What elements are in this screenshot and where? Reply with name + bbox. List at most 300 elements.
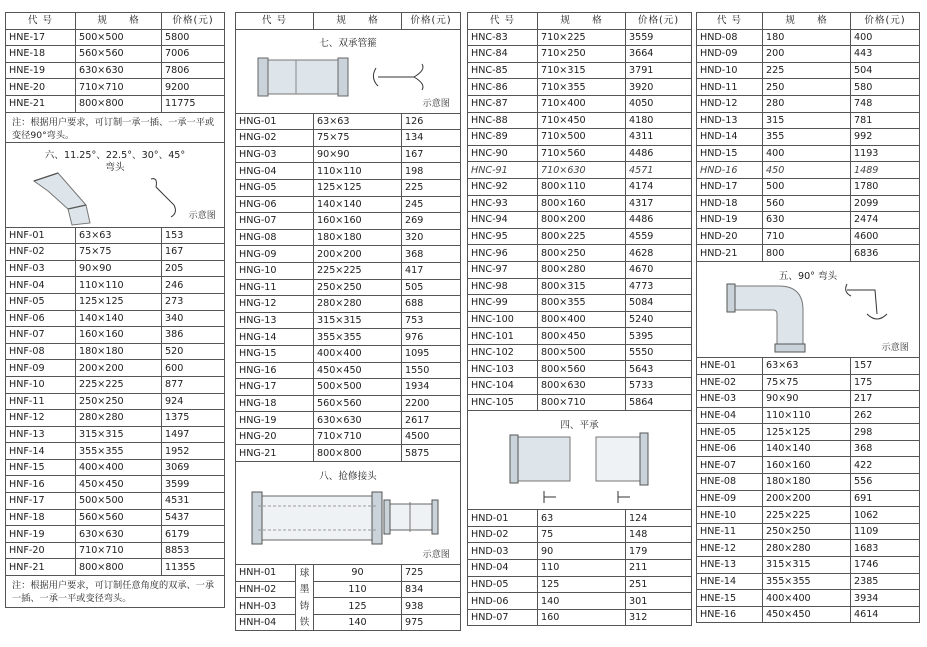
table-row (468, 526, 692, 543)
table-row (6, 426, 225, 443)
product-code: HNE-02 (697, 374, 763, 391)
table-row (236, 565, 461, 582)
table-row (697, 112, 920, 129)
product-spec: 450×450 (76, 476, 162, 493)
table-row (6, 79, 225, 96)
product-code: HNG-06 (236, 196, 314, 213)
product-price: 834 (402, 581, 461, 598)
product-code: HNG-05 (236, 179, 314, 196)
table-row (697, 178, 920, 195)
table-row (6, 277, 225, 294)
product-code: HND-07 (468, 609, 538, 626)
table-row (6, 227, 225, 244)
table-row (468, 162, 692, 179)
product-price: 2099 (851, 195, 920, 212)
header-price: 价格(元) (626, 13, 692, 30)
table-row (697, 129, 920, 146)
product-code: HNC-95 (468, 228, 538, 245)
product-code: HND-04 (468, 560, 538, 577)
diagram-caption: 示意图 (422, 97, 450, 109)
product-code: HNE-10 (697, 507, 763, 524)
table-row (236, 229, 461, 246)
table-row (6, 443, 225, 460)
table-row (6, 62, 225, 79)
table-row (468, 95, 692, 112)
product-code: HNC-100 (468, 311, 538, 328)
table-row (697, 228, 920, 245)
product-spec: 90 (538, 543, 626, 560)
product-spec: 800×560 (538, 361, 626, 378)
table-row (697, 474, 920, 491)
table-row (236, 598, 461, 615)
product-price: 1489 (851, 162, 920, 179)
table-row (6, 459, 225, 476)
product-price: 340 (162, 310, 225, 327)
product-price: 1109 (851, 523, 920, 540)
product-price: 3664 (626, 46, 692, 63)
product-price: 1193 (851, 145, 920, 162)
table-row (697, 95, 920, 112)
product-spec: 500 (763, 178, 851, 195)
product-price: 124 (626, 510, 692, 527)
section-8-panel (235, 462, 461, 564)
material-char: 铸 (296, 598, 314, 615)
product-code: HNC-101 (468, 328, 538, 345)
table-row (697, 195, 920, 212)
product-code: HNC-99 (468, 295, 538, 312)
note-hnf: 注：根据用户要求，可订制任意角度的双承、一承一插、一承一平或变径弯头。 (5, 576, 225, 608)
product-price: 262 (851, 407, 920, 424)
material-char: 球 (296, 565, 314, 582)
product-price: 4559 (626, 228, 692, 245)
table-row (236, 146, 461, 163)
section-6-title: 六、11.25°、22.5°、30°、45° (44, 149, 186, 161)
product-spec: 355×355 (763, 573, 851, 590)
product-price: 5437 (162, 509, 225, 526)
product-price: 5733 (626, 378, 692, 395)
flange-socket-diagram (468, 411, 691, 509)
table-row (236, 213, 461, 230)
product-price: 126 (402, 113, 461, 130)
table-row (468, 543, 692, 560)
table-row (236, 379, 461, 396)
product-code: HNC-97 (468, 261, 538, 278)
product-price: 167 (402, 146, 461, 163)
table-row (468, 178, 692, 195)
product-spec: 630 (763, 212, 851, 229)
product-spec: 710 (763, 228, 851, 245)
product-code: HNC-89 (468, 129, 538, 146)
product-price: 2385 (851, 573, 920, 590)
product-code: HND-20 (697, 228, 763, 245)
product-code: HNC-105 (468, 394, 538, 411)
product-price: 877 (162, 376, 225, 393)
product-price: 4174 (626, 178, 692, 195)
product-code: HNC-94 (468, 212, 538, 229)
product-spec: 200×200 (76, 360, 162, 377)
product-spec: 90×90 (763, 391, 851, 408)
diagram-caption: 示意图 (188, 209, 216, 221)
table-row (236, 428, 461, 445)
product-price: 4500 (402, 428, 461, 445)
product-price: 725 (402, 565, 461, 582)
product-price: 580 (851, 79, 920, 96)
table-row (236, 113, 461, 130)
table-row (236, 329, 461, 346)
table-row (697, 245, 920, 262)
table-row (468, 245, 692, 262)
product-code: HNG-02 (236, 130, 314, 147)
product-code: HND-05 (468, 576, 538, 593)
table-row (6, 260, 225, 277)
product-spec: 140 (538, 593, 626, 610)
product-spec: 75×75 (76, 244, 162, 261)
table-row (236, 581, 461, 598)
product-spec: 225×225 (763, 507, 851, 524)
product-code: HNG-08 (236, 229, 314, 246)
section-6-subtitle: 弯头 (105, 161, 125, 173)
hng-header-table (235, 12, 461, 30)
table-row (468, 212, 692, 229)
table-row (468, 278, 692, 295)
product-price: 1746 (851, 557, 920, 574)
product-spec: 110×110 (763, 407, 851, 424)
header-price: 价格(元) (851, 13, 920, 30)
product-price: 217 (851, 391, 920, 408)
product-code: HNE-12 (697, 540, 763, 557)
product-spec: 110 (314, 581, 402, 598)
product-spec: 315 (763, 112, 851, 129)
product-spec: 125 (538, 576, 626, 593)
table-row (697, 490, 920, 507)
product-price: 2474 (851, 212, 920, 229)
product-code: HNG-07 (236, 213, 314, 230)
product-price: 175 (851, 374, 920, 391)
product-code: HNC-88 (468, 112, 538, 129)
material-char: 墨 (296, 581, 314, 598)
product-code: HNG-21 (236, 445, 314, 462)
product-price: 301 (626, 593, 692, 610)
product-code: HND-09 (697, 46, 763, 63)
product-price: 368 (851, 440, 920, 457)
table-row (6, 526, 225, 543)
product-price: 691 (851, 490, 920, 507)
table-row (236, 312, 461, 329)
table-row (236, 345, 461, 362)
product-spec: 160×160 (763, 457, 851, 474)
product-price: 4486 (626, 145, 692, 162)
product-code: HNC-98 (468, 278, 538, 295)
product-spec: 710×630 (538, 162, 626, 179)
product-code: HNF-04 (6, 277, 76, 294)
product-price: 4600 (851, 228, 920, 245)
hnh-table (235, 564, 461, 631)
table-row (6, 542, 225, 559)
product-spec: 140×140 (76, 310, 162, 327)
product-spec: 90 (314, 565, 402, 582)
product-code: HNE-19 (6, 62, 76, 79)
hnd-table-b (696, 12, 920, 262)
product-price: 5800 (162, 29, 225, 46)
product-code: HNG-11 (236, 279, 314, 296)
product-price: 1934 (402, 379, 461, 396)
section-6-panel (5, 143, 225, 227)
product-code: HNF-16 (6, 476, 76, 493)
product-spec: 800×630 (538, 378, 626, 395)
product-code: HND-18 (697, 195, 763, 212)
product-price: 4486 (626, 212, 692, 229)
table-row (468, 560, 692, 577)
product-price: 1095 (402, 345, 461, 362)
header-spec: 规 格 (538, 13, 626, 30)
product-code: HND-15 (697, 145, 763, 162)
product-code: HNG-18 (236, 395, 314, 412)
product-spec: 90×90 (314, 146, 402, 163)
product-code: HNF-17 (6, 493, 76, 510)
product-spec: 400×400 (314, 345, 402, 362)
header-price: 价格(元) (162, 13, 225, 30)
product-code: HND-12 (697, 95, 763, 112)
product-price: 5864 (626, 394, 692, 411)
hne-table-top (5, 12, 225, 113)
product-code: HND-13 (697, 112, 763, 129)
table-row (468, 46, 692, 63)
table-row (468, 79, 692, 96)
product-spec: 140×140 (763, 440, 851, 457)
product-price: 753 (402, 312, 461, 329)
product-code: HNE-13 (697, 557, 763, 574)
diagram-caption: 示意图 (422, 549, 450, 561)
table-row (6, 293, 225, 310)
table-row (697, 440, 920, 457)
product-price: 386 (162, 327, 225, 344)
product-spec: 800×800 (76, 95, 162, 112)
product-spec: 250×250 (314, 279, 402, 296)
table-row (6, 327, 225, 344)
product-code: HND-02 (468, 526, 538, 543)
hne-table-90 (696, 357, 920, 624)
product-price: 312 (626, 609, 692, 626)
product-price: 4311 (626, 129, 692, 146)
table-row (697, 62, 920, 79)
product-price: 157 (851, 357, 920, 374)
column-1 (5, 12, 225, 608)
table-row (697, 424, 920, 441)
table-row (236, 614, 461, 631)
section-8-title: 八、抢修接头 (319, 471, 377, 483)
product-price: 4773 (626, 278, 692, 295)
product-price: 748 (851, 95, 920, 112)
product-spec: 800×250 (538, 245, 626, 262)
product-price: 198 (402, 163, 461, 180)
table-row (697, 145, 920, 162)
table-row (468, 394, 692, 411)
table-row (6, 360, 225, 377)
product-price: 1497 (162, 426, 225, 443)
table-row (468, 576, 692, 593)
table-row (468, 112, 692, 129)
product-code: HNG-09 (236, 246, 314, 263)
product-price: 2617 (402, 412, 461, 429)
section-5-title: 五、90° 弯头 (778, 270, 838, 282)
product-price: 1780 (851, 178, 920, 195)
table-row (468, 195, 692, 212)
product-code: HNF-07 (6, 327, 76, 344)
product-code: HNE-07 (697, 457, 763, 474)
product-price: 3599 (162, 476, 225, 493)
product-spec: 560 (763, 195, 851, 212)
product-spec: 800×800 (314, 445, 402, 462)
product-price: 211 (626, 560, 692, 577)
product-price: 4050 (626, 95, 692, 112)
product-code: HNF-01 (6, 227, 76, 244)
product-spec: 280×280 (314, 296, 402, 313)
product-code: HNE-09 (697, 490, 763, 507)
product-code: HND-10 (697, 62, 763, 79)
product-code: HNC-91 (468, 162, 538, 179)
product-price: 298 (851, 424, 920, 441)
product-code: HNE-04 (697, 407, 763, 424)
header-code: 代 号 (236, 13, 314, 30)
product-code: HNC-103 (468, 361, 538, 378)
product-spec: 800×315 (538, 278, 626, 295)
header-spec: 规 格 (314, 13, 402, 30)
product-code: HNC-86 (468, 79, 538, 96)
table-row (6, 46, 225, 63)
product-price: 246 (162, 277, 225, 294)
product-code: HNE-11 (697, 523, 763, 540)
table-row (697, 374, 920, 391)
product-price: 504 (851, 62, 920, 79)
product-code: HND-08 (697, 29, 763, 46)
product-code: HNF-18 (6, 509, 76, 526)
table-row (697, 391, 920, 408)
product-spec: 110×110 (76, 277, 162, 294)
table-row (468, 29, 692, 46)
product-spec: 800×160 (538, 195, 626, 212)
product-spec: 710×250 (538, 46, 626, 63)
table-row (6, 493, 225, 510)
section-4-panel (467, 411, 692, 509)
table-row (697, 407, 920, 424)
product-price: 134 (402, 130, 461, 147)
table-row (6, 343, 225, 360)
product-spec: 110×110 (314, 163, 402, 180)
product-price: 4670 (626, 261, 692, 278)
product-spec: 110 (538, 560, 626, 577)
product-code: HNE-01 (697, 357, 763, 374)
product-code: HNF-06 (6, 310, 76, 327)
product-spec: 75×75 (314, 130, 402, 147)
table-row (697, 590, 920, 607)
product-spec: 180×180 (763, 474, 851, 491)
product-spec: 630×630 (76, 62, 162, 79)
table-row (6, 476, 225, 493)
product-spec: 75 (538, 526, 626, 543)
product-code: HNE-17 (6, 29, 76, 46)
product-spec: 250×250 (763, 523, 851, 540)
product-spec: 200×200 (314, 246, 402, 263)
product-spec: 125×125 (763, 424, 851, 441)
product-spec: 225×225 (314, 262, 402, 279)
product-spec: 355 (763, 129, 851, 146)
table-row (697, 29, 920, 46)
table-row (236, 279, 461, 296)
product-price: 5395 (626, 328, 692, 345)
product-spec: 125 (314, 598, 402, 615)
table-row (697, 162, 920, 179)
product-price: 167 (162, 244, 225, 261)
product-spec: 450 (763, 162, 851, 179)
product-code: HNG-13 (236, 312, 314, 329)
product-code: HNG-14 (236, 329, 314, 346)
product-code: HNH-01 (236, 565, 296, 582)
product-spec: 280 (763, 95, 851, 112)
table-row (697, 357, 920, 374)
product-price: 3920 (626, 79, 692, 96)
product-spec: 500×500 (76, 493, 162, 510)
table-row (236, 246, 461, 263)
section-7-panel (235, 30, 461, 113)
table-row (6, 410, 225, 427)
product-spec: 315×315 (76, 426, 162, 443)
product-price: 924 (162, 393, 225, 410)
product-price: 556 (851, 474, 920, 491)
product-spec: 180 (763, 29, 851, 46)
table-row (236, 395, 461, 412)
product-code: HNF-11 (6, 393, 76, 410)
table-row (697, 523, 920, 540)
product-spec: 200×200 (763, 490, 851, 507)
product-code: HNC-87 (468, 95, 538, 112)
product-price: 4180 (626, 112, 692, 129)
product-code: HNG-20 (236, 428, 314, 445)
product-code: HNF-20 (6, 542, 76, 559)
table-row (468, 261, 692, 278)
header-code: 代 号 (6, 13, 76, 30)
table-row (697, 557, 920, 574)
product-spec: 630×630 (76, 526, 162, 543)
table-row (468, 129, 692, 146)
product-code: HNG-17 (236, 379, 314, 396)
hng-table (235, 113, 461, 462)
product-code: HNF-05 (6, 293, 76, 310)
product-spec: 800×200 (538, 212, 626, 229)
product-price: 443 (851, 46, 920, 63)
product-spec: 250 (763, 79, 851, 96)
table-row (468, 593, 692, 610)
table-row (6, 559, 225, 576)
table-row (236, 296, 461, 313)
table-row (468, 228, 692, 245)
product-price: 520 (162, 343, 225, 360)
product-code: HNF-03 (6, 260, 76, 277)
product-code: HNF-02 (6, 244, 76, 261)
product-spec: 710×710 (76, 79, 162, 96)
table-row (468, 295, 692, 312)
product-spec: 225 (763, 62, 851, 79)
section-5-panel (696, 262, 920, 357)
table-row (236, 163, 461, 180)
product-price: 5550 (626, 344, 692, 361)
product-spec: 710×560 (538, 145, 626, 162)
product-price: 1062 (851, 507, 920, 524)
product-price: 245 (402, 196, 461, 213)
product-price: 4628 (626, 245, 692, 262)
section-4-title: 四、平承 (560, 420, 599, 432)
product-price: 938 (402, 598, 461, 615)
product-price: 3069 (162, 459, 225, 476)
